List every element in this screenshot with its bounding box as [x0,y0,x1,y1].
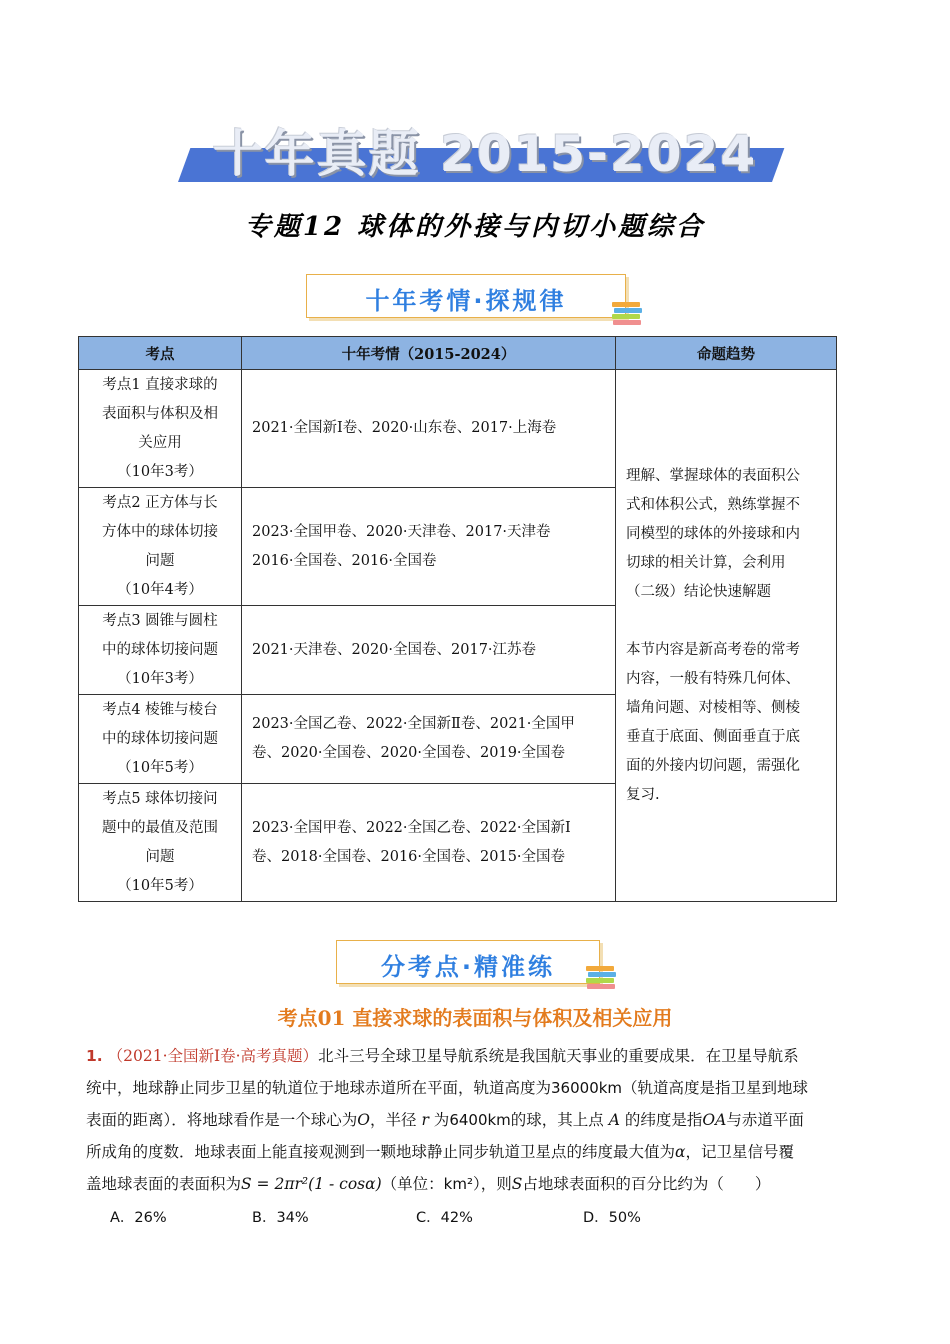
question-source: （2021·全国新Ⅰ卷·高考真题） [107,1047,319,1065]
topic-cell: 考点1 直接求球的 表面积与体积及相 关应用 （10年3考） [79,370,242,488]
section-heading: 考点01 直接求球的表面积与体积及相关应用 [277,1006,673,1030]
option-d[interactable]: D．50% [583,1210,641,1226]
topic-cell: 考点4 棱锥与棱台 中的球体切接问题 （10年5考） [79,695,242,784]
trend-paragraph-2: 本节内容是新高考卷的常考 内容，一般有特殊几何体、 墙角问题、对棱相等、侧棱 垂直于底面、侧面垂直于底 面的外接内切问题，需强化 复习. [626,641,800,803]
option-b[interactable]: B．34% [252,1210,309,1226]
header-exams: 十年考情（2015-2024） [242,337,616,370]
table-row [79,370,837,488]
orbit-height: 36000km [551,1079,623,1097]
exams-cell: 2021·天津卷、2020·全国卷、2017·江苏卷 [242,606,616,695]
topic-cell: 考点2 正方体与长 方体中的球体切接 问题 （10年4考） [79,488,242,606]
section-label-text: 分考点·精准练 [380,953,556,981]
exams-cell: 2023·全国乙卷、2022·全国新Ⅱ卷、2021·全国甲 卷、2020·全国卷、2020·全国卷、2019·全国卷 [242,695,616,784]
header-trend: 命题趋势 [616,337,837,370]
topic-cell: 考点5 球体切接问 题中的最值及范围 问题 （10年5考） [79,784,242,902]
section-label-text: 十年考情·探规律 [365,287,567,315]
banner-text: 十年真题 2015-2024 [212,125,758,183]
document-title: 专题12 球体的外接与内切小题综合 [244,212,706,242]
question-number: 1. [86,1047,103,1065]
trend-paragraph-1: 理解、掌握球体的表面积公 式和体积公式，熟练掌握不 同模型的球体的外接球和内 切球的相关计算，会利用 （二级）结论快速解题 [626,467,800,600]
section-label-trends [306,274,626,318]
option-c[interactable]: C．42% [416,1210,473,1226]
unit: km² [443,1175,473,1193]
exams-cell: 2021·全国新Ⅰ卷、2020·山东卷、2017·上海卷 [242,370,616,488]
question-1: 1. （2021·全国新Ⅰ卷·高考真题）北斗三号全球卫星导航系统是我国航天事业的重要成果．在卫星导航系 统中，地球静止同步卫星的轨道位于地球赤道所在平面，轨道高度为36000km（轨道高度是指卫星到地球 表面的距离）．将地球看作是一个球心为O，半径 r 为6400km的球，其上点 A 的纬度是指OA与赤道平面 所成角的度数．地球表面上能直接观测到一颗地球静止同步轨道卫星点的纬度最大值为α，记卫星信号覆 盖地球表面的表面积为S = 2πr²(1 - cosα)（单位：km²），则S占地球表面积的百分比约为（ ） [86,1047,809,1193]
option-a[interactable]: A．26% [110,1210,167,1226]
exams-cell: 2023·全国甲卷、2020·天津卷、2017·天津卷 2016·全国卷、2016·全国卷 [242,488,616,606]
trend-cell [616,370,837,902]
earth-radius: 6400km [449,1111,511,1129]
books-icon [612,302,642,324]
answer-options [110,1206,870,1230]
table-header-row [79,337,837,370]
books-icon [586,966,616,988]
section-label-practice [336,940,600,984]
title-banner [178,118,772,184]
header-topic: 考点 [79,337,242,370]
formula: S = 2πr²(1 - cosα) [241,1175,382,1193]
topic-cell: 考点3 圆锥与圆柱 中的球体切接问题 （10年3考） [79,606,242,695]
exams-cell: 2023·全国甲卷、2022·全国乙卷、2022·全国新Ⅰ 卷、2018·全国卷、2016·全国卷、2015·全国卷 [242,784,616,902]
exam-trend-table [78,336,836,902]
